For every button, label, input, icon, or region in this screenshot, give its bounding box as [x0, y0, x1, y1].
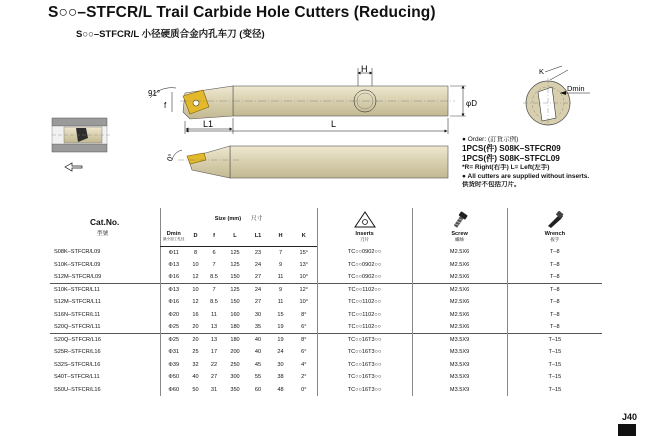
table-row	[50, 284, 602, 297]
bore-section-view	[52, 118, 110, 152]
cat-no-cell: S50U–STFCR/L16	[54, 386, 101, 393]
angle-91-label: 91°	[148, 89, 161, 98]
bullet-icon: ●	[462, 172, 468, 180]
l-label: L	[331, 119, 337, 129]
dmin-header: Dmin 最小加工孔径	[160, 227, 187, 246]
l1-cell: 40	[246, 334, 270, 347]
table-row	[50, 271, 602, 284]
l1-label: L1	[203, 119, 214, 129]
l1-cell: 45	[254, 361, 262, 368]
supply-note: ● All cutters are supplied without inserts.	[462, 172, 590, 180]
h-cell: 24	[277, 349, 284, 356]
k-cell: 0°	[301, 386, 307, 393]
h-label: H	[361, 64, 368, 74]
wrench-cell: T–15	[507, 384, 602, 397]
screw-cell: M2.5X6	[412, 259, 507, 272]
d-cell: 25	[192, 349, 199, 356]
inserts-header: Inserts 刀片	[317, 208, 412, 246]
f-cell: 27	[210, 374, 218, 381]
insert-cell: TC○○1102○○	[317, 309, 412, 322]
l1-cell: 27	[254, 274, 262, 280]
l1-header: L1	[246, 227, 270, 246]
screw-cell: M2.5X6	[412, 309, 507, 322]
wrench-cell: T–15	[507, 334, 602, 347]
dmin-cell: Φ20	[160, 309, 187, 322]
dmin-cell: Φ50	[160, 371, 187, 384]
tool-end-view	[523, 66, 590, 128]
f-cell: 6	[212, 249, 216, 256]
order-notes	[462, 136, 652, 190]
supply-note-zh: 供货时不包括刀片。	[462, 181, 521, 189]
table-row	[50, 309, 602, 322]
insert-cell: TC○○0902○○	[317, 259, 412, 272]
l1-cell: 40	[254, 349, 262, 356]
h-cell: 30	[277, 361, 284, 368]
l-cell: 250	[230, 361, 240, 368]
spec-table-body	[50, 246, 602, 396]
l1-cell: 27	[254, 299, 262, 306]
l-cell: 180	[224, 334, 246, 347]
k-cell: 6°	[301, 324, 307, 330]
dmin-cell: Φ11	[160, 246, 187, 259]
hand-note: *R= Right(右手) L= Left(左手)	[462, 164, 550, 172]
l1-cell: 24	[254, 261, 262, 268]
l-cell: 125	[224, 284, 246, 297]
f-cell: 13	[204, 334, 224, 347]
d-cell: 16	[192, 311, 199, 318]
k-cell: 4°	[301, 361, 307, 368]
insert-cell: TC○○1102○○	[317, 321, 412, 334]
dmin-label: Dmin	[567, 84, 585, 93]
cat-no-cell: S12M–STFCR/L11	[54, 299, 101, 306]
screw-cell: M3.5X9	[412, 371, 507, 384]
wrench-cell: T–8	[507, 271, 602, 284]
cat-no-cell: S25R–STFCR/L16	[54, 349, 101, 356]
h-cell: 7	[278, 249, 283, 256]
wrench-cell: T–8	[507, 321, 602, 334]
insert-cell: TC○○16T3○○	[317, 346, 412, 359]
f-cell: 8.5	[210, 299, 218, 306]
k-cell: 13°	[299, 261, 309, 268]
d-cell: 20	[187, 334, 204, 347]
screw-cell: M2.5X6	[412, 321, 507, 334]
k-cell: 10°	[299, 274, 309, 280]
l-cell: 200	[230, 349, 240, 356]
dmin-cell: Φ16	[160, 296, 187, 309]
dmin-cell: Φ25	[160, 321, 187, 334]
d-cell: 12	[192, 299, 199, 306]
k-cell: 8°	[291, 334, 317, 347]
d-cell: 10	[192, 261, 199, 268]
d-cell: 50	[192, 386, 199, 393]
order-heading: ● Order: (訂貨示例)	[462, 136, 519, 143]
l1-cell: 35	[254, 324, 262, 330]
dmin-cell: Φ60	[160, 384, 187, 397]
insert-cell: TC○○1102○○	[317, 296, 412, 309]
h-header: H	[270, 227, 291, 246]
cat-no-cell: S16N–STFCR/L11	[54, 311, 101, 318]
cat-no-cell: S20Q–STFCR/L11	[54, 324, 101, 330]
l-cell: 350	[230, 386, 240, 393]
f-cell: 7	[204, 284, 224, 297]
screw-cell: M3.5X9	[412, 359, 507, 372]
h-cell: 48	[277, 386, 284, 393]
f-cell: 11	[211, 311, 217, 318]
wrench-cell: T–8	[507, 296, 602, 309]
page-subtitle: S○○–STFCR/L 小径硬质合金内孔车刀 (变径)	[76, 29, 265, 40]
f-cell: 13	[210, 324, 218, 330]
arrow-left-icon	[65, 163, 82, 171]
l-cell: 150	[230, 274, 240, 280]
screw-header: Screw 螺絲	[412, 208, 507, 246]
f-label: f	[164, 101, 167, 110]
tool-top-view	[148, 64, 477, 134]
d-cell: 8	[193, 249, 198, 256]
cat-no-cell: S12M–STFCR/L09	[54, 274, 102, 280]
dmin-cell: Φ39	[160, 359, 187, 372]
wrench-cell: T–8	[507, 246, 602, 259]
dmin-cell: Φ31	[160, 346, 187, 359]
order-example-1: 1PCS(件) S08K–STFCR09	[462, 144, 561, 154]
l-cell: 180	[230, 324, 240, 330]
insert-cell: TC○○0902○○	[317, 246, 412, 259]
insert-icon	[354, 211, 376, 229]
dmin-cell: Φ13	[160, 284, 187, 297]
d-cell: 32	[192, 361, 199, 368]
l-header: L	[224, 227, 246, 246]
l-cell: 160	[230, 311, 240, 318]
cat-no-cell: S10K–STFCR/L09	[54, 261, 101, 268]
wrench-cell: T–15	[507, 346, 602, 359]
table-row	[50, 246, 602, 259]
k-cell: 2°	[301, 374, 307, 381]
insert-cell: TC○○1102○○	[317, 284, 412, 297]
f-header: f	[204, 227, 224, 246]
table-row	[50, 359, 602, 372]
l1-cell: 30	[254, 311, 262, 318]
catno-header: Cat.No. 型號	[90, 217, 120, 237]
l-cell: 150	[230, 299, 240, 306]
d-cell: 20	[192, 324, 199, 330]
cat-no-cell: S40T–STFCR/L11	[54, 374, 100, 381]
screw-cell: M2.5X6	[412, 246, 507, 259]
wrench-cell: T–8	[507, 309, 602, 322]
f-cell: 17	[210, 349, 218, 356]
table-row	[50, 296, 602, 309]
h-cell: 9	[270, 284, 291, 297]
screw-cell: M2.5X6	[412, 296, 507, 309]
h-cell: 11	[277, 299, 284, 306]
dmin-cell: Φ25	[160, 334, 187, 347]
screw-icon	[452, 211, 468, 229]
f-cell: 8.5	[210, 274, 218, 280]
l-cell: 125	[230, 249, 240, 256]
table-row	[50, 334, 602, 347]
table-row	[50, 259, 602, 272]
h-cell: 38	[277, 374, 284, 381]
order-example-2: 1PCS(件) S08K–STFCL09	[462, 154, 560, 164]
wrench-cell: T–15	[507, 371, 602, 384]
k-cell: 8°	[301, 311, 307, 318]
d-cell: 12	[192, 274, 199, 280]
tool-side-view	[165, 146, 448, 178]
cat-no-cell: S10K–STFCR/L11	[50, 284, 160, 297]
wrench-cell: T–15	[507, 359, 602, 372]
page-title: S○○–STFCR/L Trail Carbide Hole Cutters (Reducing)	[48, 4, 436, 21]
size-header: Size (mm) 尺寸	[160, 208, 317, 227]
phi-d-label: φD	[466, 99, 477, 108]
h-cell: 9	[278, 261, 283, 268]
k-header: K	[291, 227, 317, 246]
insert-cell: TC○○0902○○	[317, 271, 412, 284]
wrench-icon	[545, 211, 565, 229]
d-cell: 40	[192, 374, 199, 381]
angle-0-label: 0°	[164, 152, 176, 163]
l1-cell: 24	[246, 284, 270, 297]
screw-cell: M3.5X9	[412, 384, 507, 397]
l1-cell: 23	[254, 249, 262, 256]
k-cell: 10°	[299, 299, 309, 306]
insert-cell: TC○○16T3○○	[317, 334, 412, 347]
table-row	[50, 346, 602, 359]
insert-cell: TC○○16T3○○	[317, 384, 412, 397]
h-cell: 15	[277, 311, 284, 318]
spec-table	[50, 208, 602, 396]
screw-cell: M3.5X9	[412, 346, 507, 359]
screw-cell: M2.5X6	[412, 284, 507, 297]
k-label: K	[539, 67, 545, 76]
d-header: D	[187, 227, 204, 246]
dmin-cell: Φ13	[160, 259, 187, 272]
h-cell: 19	[270, 334, 291, 347]
screw-cell: M2.5X6	[412, 271, 507, 284]
cat-no-cell: S32S–STFCR/L16	[54, 361, 101, 368]
insert-cell: TC○○16T3○○	[317, 371, 412, 384]
bullet-icon: ●	[462, 136, 468, 143]
f-cell: 31	[210, 386, 218, 393]
cat-no-cell: S20Q–STFCR/L16	[50, 334, 160, 347]
d-cell: 10	[187, 284, 204, 297]
l1-cell: 60	[254, 386, 262, 393]
cat-no-cell: S08K–STFCR/L09	[54, 249, 101, 256]
wrench-cell: T–8	[507, 259, 602, 272]
table-row	[50, 384, 602, 397]
dmin-cell: Φ16	[160, 271, 187, 284]
wrench-header: Wrench 扳手	[507, 208, 602, 246]
l-cell: 125	[230, 261, 240, 268]
k-cell: 15°	[299, 249, 309, 256]
f-cell: 22	[210, 361, 218, 368]
h-cell: 11	[277, 274, 284, 280]
f-cell: 7	[212, 261, 216, 268]
table-row	[50, 321, 602, 334]
wrench-cell: T–8	[507, 284, 602, 297]
page-number: J40	[622, 412, 638, 422]
h-cell: 19	[277, 324, 284, 330]
k-cell: 12°	[291, 284, 317, 297]
l1-cell: 55	[254, 374, 262, 381]
insert-cell: TC○○16T3○○	[317, 359, 412, 372]
l-cell: 300	[230, 374, 240, 381]
table-row	[50, 371, 602, 384]
screw-cell: M3.5X9	[412, 334, 507, 347]
page-tab-marker	[618, 424, 636, 436]
k-cell: 6°	[301, 349, 307, 356]
